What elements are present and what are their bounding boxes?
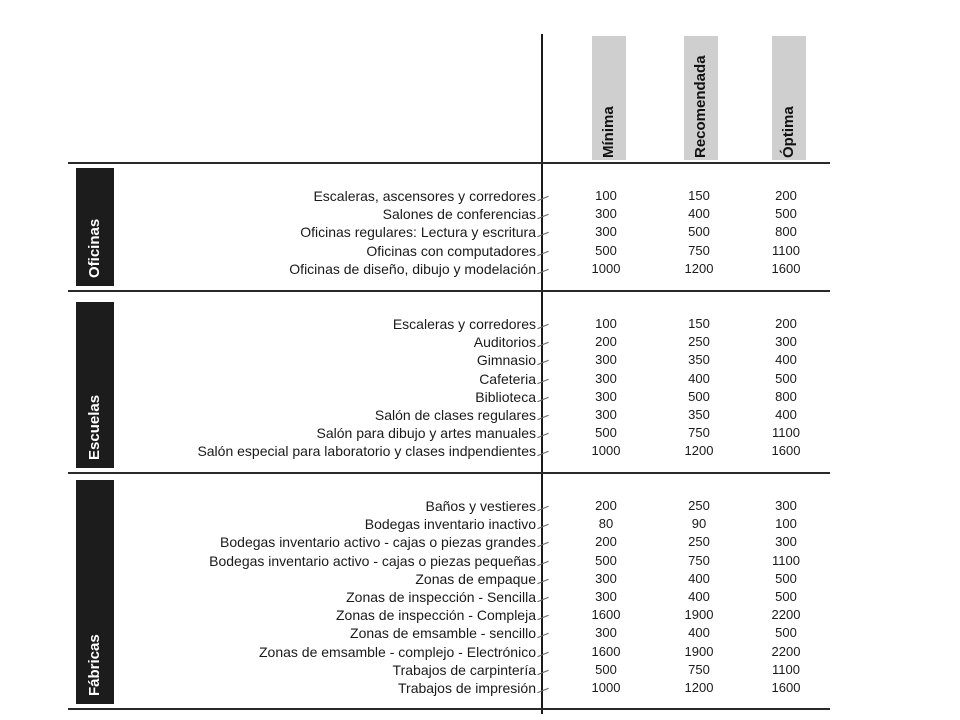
row-label: Trabajos de impresión [398, 680, 536, 696]
row-tick-mark [537, 433, 549, 438]
row-label: Gimnasio [476, 352, 536, 369]
group-label-escuelas: Escuelas [86, 394, 103, 460]
table-row [0, 425, 960, 443]
row-value-minima: 1000 [591, 443, 621, 459]
row-label: Salón para dibujo y artes manuales [316, 425, 536, 442]
row-label: Escaleras, ascensores y corredores [313, 188, 536, 204]
table-row [0, 662, 960, 680]
row-value-optima: 800 [775, 224, 797, 240]
column-header-minima: Mínima [600, 106, 617, 158]
row-value-recomendada: 750 [688, 552, 710, 568]
row-value-minima: 1600 [591, 643, 621, 659]
row-value-optima: 500 [775, 625, 797, 641]
row-value-recomendada: 250 [688, 498, 710, 513]
row-value-minima: 300 [595, 370, 617, 386]
row-value-recomendada: 750 [688, 242, 710, 258]
table-row [0, 443, 960, 461]
row-label: Oficinas con computadores [366, 242, 536, 259]
row-tick-mark [537, 397, 549, 402]
row-value-recomendada: 350 [688, 407, 710, 422]
row-tick-mark [537, 688, 549, 693]
row-value-minima: 200 [595, 534, 617, 550]
row-value-optima: 1600 [771, 443, 801, 459]
row-value-optima: 800 [775, 388, 797, 404]
row-value-minima: 300 [595, 206, 617, 222]
row-tick-mark [537, 360, 549, 365]
row-tick-mark [537, 342, 549, 347]
row-value-recomendada: 750 [688, 661, 710, 677]
table-row [0, 371, 960, 389]
row-value-optima: 300 [775, 334, 797, 350]
row-label: Bodegas inventario inactivo [364, 516, 536, 533]
row-value-recomendada: 400 [688, 625, 710, 641]
row-value-optima: 100 [775, 516, 797, 532]
table-row [0, 625, 960, 643]
row-value-recomendada: 400 [688, 206, 710, 222]
row-tick-mark [537, 196, 549, 201]
row-value-recomendada: 1200 [684, 680, 714, 695]
row-label: Salón especial para laboratorio y clases indpendientes [197, 443, 536, 460]
row-tick-mark [537, 324, 549, 329]
table-row [0, 516, 960, 534]
table-row [0, 188, 960, 206]
row-label: Zonas de inspección - Sencilla [346, 589, 536, 605]
table-row [0, 498, 960, 516]
row-value-minima: 300 [595, 589, 617, 604]
row-value-optima: 1600 [771, 260, 801, 276]
row-value-optima: 500 [775, 589, 797, 604]
row-value-recomendada: 500 [688, 224, 710, 240]
row-label: Zonas de empaque [415, 570, 536, 587]
row-value-minima: 300 [595, 407, 617, 422]
row-value-optima: 400 [775, 407, 797, 422]
row-value-minima: 200 [595, 334, 617, 350]
table-row [0, 607, 960, 625]
row-value-optima: 1100 [772, 242, 800, 258]
row-value-optima: 500 [775, 370, 797, 386]
row-label: Bodegas inventario activo - cajas o piezas pequeñas [209, 552, 536, 569]
row-value-optima: 1100 [772, 661, 800, 677]
row-value-minima: 1000 [591, 680, 621, 695]
row-tick-mark [537, 250, 549, 255]
row-value-recomendada: 400 [688, 570, 710, 586]
row-value-minima: 1000 [591, 260, 621, 276]
row-label: Oficinas regulares: Lectura y escritura [300, 224, 536, 241]
table-row [0, 261, 960, 279]
row-tick-mark [537, 651, 549, 656]
row-value-minima: 80 [598, 516, 614, 532]
table-row [0, 316, 960, 334]
row-tick-mark [537, 579, 549, 584]
row-tick-mark [537, 378, 549, 383]
row-value-minima: 300 [595, 352, 617, 368]
row-label: Cafeteria [479, 370, 536, 387]
table-row [0, 334, 960, 352]
row-tick-mark [537, 232, 549, 237]
column-header-optima: Óptima [780, 106, 797, 158]
table-row [0, 407, 960, 425]
row-value-minima: 100 [595, 188, 617, 203]
row-value-optima: 300 [775, 534, 797, 550]
row-tick-mark [537, 633, 549, 638]
row-value-minima: 500 [595, 425, 617, 441]
row-label: Salón de clases regulares [374, 407, 536, 423]
rule-after-escuelas [68, 472, 830, 474]
row-value-minima: 500 [595, 552, 617, 568]
row-value-recomendada: 250 [688, 334, 710, 350]
row-value-recomendada: 90 [691, 516, 707, 532]
row-value-recomendada: 750 [688, 425, 710, 441]
table-row [0, 206, 960, 224]
rule-after-oficinas [68, 290, 830, 292]
bottom-rule [68, 708, 830, 710]
table-row [0, 534, 960, 552]
table-row [0, 553, 960, 571]
row-value-recomendada: 150 [688, 316, 710, 331]
row-value-recomendada: 350 [688, 352, 710, 368]
row-tick-mark [537, 670, 549, 675]
row-tick-mark [537, 524, 549, 529]
row-value-recomendada: 1200 [684, 443, 714, 459]
row-value-recomendada: 1900 [684, 607, 714, 623]
row-value-optima: 1100 [772, 425, 800, 441]
row-value-minima: 1600 [591, 607, 621, 623]
table-row [0, 680, 960, 698]
row-tick-mark [537, 560, 549, 565]
row-value-minima: 300 [595, 625, 617, 641]
row-value-minima: 500 [595, 242, 617, 258]
row-tick-mark [537, 269, 549, 274]
row-value-recomendada: 150 [688, 188, 710, 203]
row-label: Bodegas inventario activo - cajas o piezas grandes [220, 534, 536, 551]
row-label: Escaleras y corredores [392, 316, 536, 332]
row-value-optima: 500 [775, 206, 797, 222]
row-value-optima: 200 [775, 188, 797, 203]
row-label: Zonas de emsamble - complejo - Electrónico [258, 643, 536, 660]
row-value-optima: 1100 [772, 552, 800, 568]
row-tick-mark [537, 214, 549, 219]
row-value-recomendada: 400 [688, 370, 710, 386]
row-value-minima: 300 [595, 224, 617, 240]
table-row [0, 224, 960, 242]
row-value-recomendada: 250 [688, 534, 710, 550]
row-label: Zonas de emsamble - sencillo [350, 625, 536, 642]
row-label: Salones de conferencias [382, 206, 536, 223]
row-tick-mark [537, 451, 549, 456]
row-label: Zonas de inspección - Compleja [336, 607, 536, 624]
table-row [0, 571, 960, 589]
row-label: Biblioteca [475, 388, 536, 405]
row-value-optima: 200 [775, 316, 797, 331]
row-tick-mark [537, 542, 549, 547]
row-value-minima: 200 [595, 498, 617, 513]
row-value-optima: 300 [775, 498, 797, 513]
row-value-recomendada: 1900 [684, 643, 714, 659]
table-row [0, 389, 960, 407]
row-value-recomendada: 500 [688, 388, 710, 404]
row-value-optima: 1600 [771, 680, 801, 695]
row-label: Trabajos de carpintería [392, 661, 536, 678]
row-tick-mark [537, 597, 549, 602]
row-value-recomendada: 1200 [684, 260, 714, 276]
table-row [0, 644, 960, 662]
row-value-optima: 2200 [771, 607, 801, 623]
group-label-fabricas: Fábricas [86, 634, 103, 696]
row-value-optima: 500 [775, 570, 797, 586]
row-tick-mark [537, 615, 549, 620]
group-label-oficinas: Oficinas [86, 218, 103, 278]
row-value-recomendada: 400 [688, 589, 710, 604]
row-value-optima: 2200 [771, 643, 801, 659]
row-label: Baños y vestieres [425, 498, 536, 514]
row-value-optima: 400 [775, 352, 797, 368]
row-tick-mark [537, 506, 549, 511]
row-value-minima: 100 [595, 316, 617, 331]
table-row [0, 589, 960, 607]
header-rule [68, 162, 830, 164]
row-value-minima: 300 [595, 388, 617, 404]
row-value-minima: 300 [595, 570, 617, 586]
table-row [0, 243, 960, 261]
column-header-recomendada: Recomendada [692, 55, 709, 158]
row-tick-mark [537, 415, 549, 420]
row-label: Auditorios [473, 334, 536, 351]
table-row [0, 352, 960, 370]
row-value-minima: 500 [595, 661, 617, 677]
row-label: Oficinas de diseño, dibujo y modelación [289, 260, 536, 277]
